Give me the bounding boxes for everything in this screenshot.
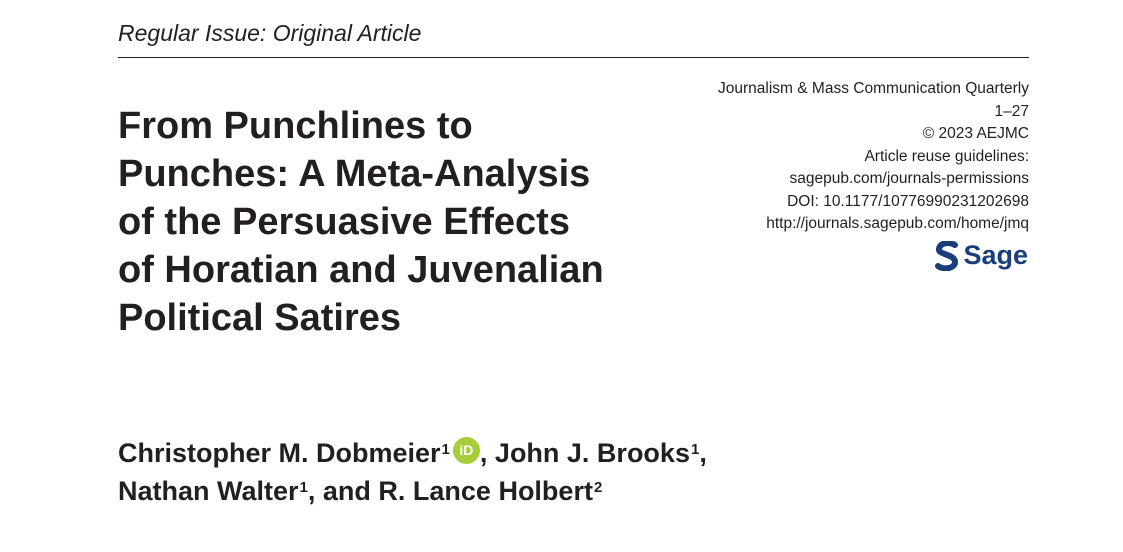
affiliation-marker: 1 [690,441,700,458]
sage-logo [935,240,1028,271]
author-separator: , and [307,476,371,506]
orcid-icon[interactable]: iD [453,437,480,464]
reuse-link[interactable]: sagepub.com/journals-permissions [789,170,1029,187]
author-name: John J. Brooks [494,438,690,468]
title-line: From Punchlines to [118,105,473,147]
copyright: © 2023 AEJMC [922,125,1029,142]
doi[interactable]: DOI: 10.1177/10776990231202698 [787,192,1029,210]
author-list [118,434,918,510]
sage-s-icon [935,241,959,271]
sage-wordmark: Sage [963,240,1028,270]
author-name: R. Lance Holbert [378,476,593,506]
journal-name: Journalism & Mass Communication Quarterly [718,80,1029,97]
author-name: Nathan Walter [118,476,299,506]
article-title [118,102,678,342]
title-line: Political Satires [118,297,402,339]
author-name: Christopher M. Dobmeier [118,438,441,468]
affiliation-marker: 1 [441,441,450,458]
title-line: of the Persuasive Effects [118,201,570,243]
journal-url[interactable]: http://journals.sagepub.com/home/jmq [766,215,1029,232]
title-line: of Horatian and Juvenalian [118,249,604,291]
affiliation-marker: 1 [299,479,308,496]
header-rule [118,57,1029,58]
affiliation-marker: 2 [593,479,603,496]
journal-meta [629,78,1029,236]
reuse-label: Article reuse guidelines: [864,147,1029,165]
author-separator: , [699,438,707,468]
issue-label: Regular Issue: Original Article [118,20,422,46]
title-line: Punches: A Meta-Analysis [118,153,591,195]
author-separator: , [479,438,488,468]
page-range: 1–27 [994,102,1029,120]
